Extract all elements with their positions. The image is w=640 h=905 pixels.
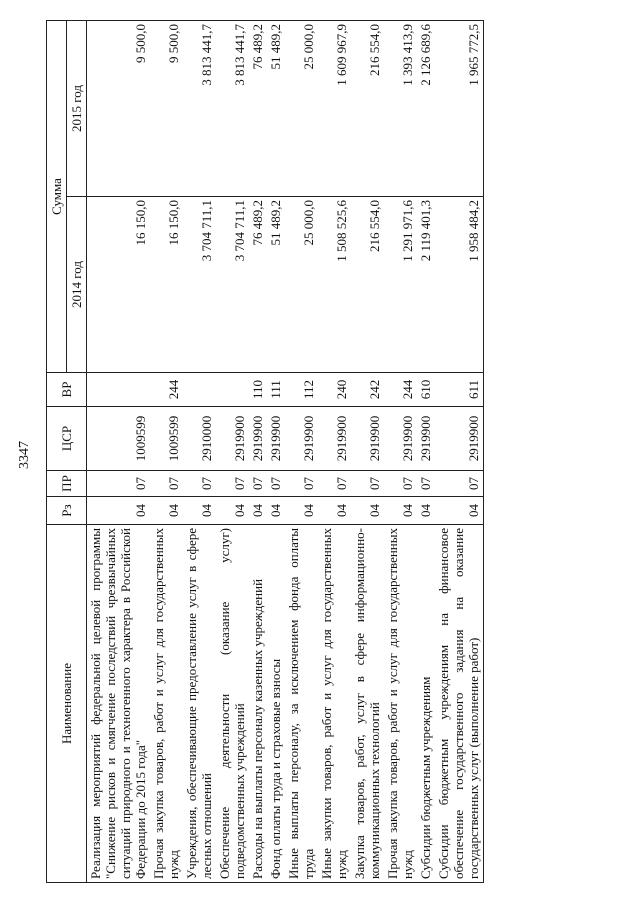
row-sum-2014: 3 704 711,1 xyxy=(216,197,249,373)
row-sum-2014: 216 554,0 xyxy=(351,197,384,373)
row-name: Прочая закупка товаров, работ и услуг для государственных нужд xyxy=(150,525,183,883)
table-body xyxy=(87,21,484,883)
row-sum-2015: 1 609 967,9 xyxy=(318,21,351,197)
row-csr: 2919900 xyxy=(249,407,267,471)
row-pr: 07 xyxy=(318,471,351,497)
row-sum-2015: 216 554,0 xyxy=(351,21,384,197)
row-pr: 07 xyxy=(384,471,417,497)
page-number: 3347 xyxy=(17,441,32,469)
table-row xyxy=(183,21,216,883)
row-name: Иные выплаты персоналу, за исключением фонда оплаты труда xyxy=(285,525,318,883)
row-sum-2015: 3 813 441,7 xyxy=(216,21,249,197)
row-vr: 611 xyxy=(435,373,484,407)
row-name: Учреждения, обеспечивающие предоставление услуг в сфере лесных отношений xyxy=(183,525,216,883)
table-row xyxy=(351,21,384,883)
row-vr: 112 xyxy=(285,373,318,407)
row-pr: 07 xyxy=(351,471,384,497)
header-year-2015: 2015 год xyxy=(67,21,87,197)
table-row xyxy=(150,21,183,883)
row-sum-2015: 3 813 441,7 xyxy=(183,21,216,197)
row-rz: 04 xyxy=(285,497,318,525)
row-rz: 04 xyxy=(267,497,285,525)
row-sum-2015: 76 489,2 xyxy=(249,21,267,197)
row-sum-2014: 1 508 525,6 xyxy=(318,197,351,373)
table-row xyxy=(87,21,151,883)
header-rz: Рз xyxy=(47,497,87,525)
row-vr: 110 xyxy=(249,373,267,407)
header-year-2014: 2014 год xyxy=(67,197,87,373)
row-rz: 04 xyxy=(318,497,351,525)
header-pr: ПР xyxy=(47,471,87,497)
row-csr: 2919900 xyxy=(435,407,484,471)
header-name: Наименование xyxy=(47,525,87,883)
row-sum-2014: 51 489,2 xyxy=(267,197,285,373)
row-sum-2015: 1 393 413,9 xyxy=(384,21,417,197)
table-row xyxy=(417,21,435,883)
row-name: Закупка товаров, работ, услуг в сфере информационно-коммуникационных технологий xyxy=(351,525,384,883)
row-sum-2015: 9 500,0 xyxy=(87,21,151,197)
row-vr xyxy=(216,373,249,407)
header-vr: ВР xyxy=(47,373,87,407)
budget-table xyxy=(46,20,484,883)
row-sum-2015: 9 500,0 xyxy=(150,21,183,197)
row-rz: 04 xyxy=(183,497,216,525)
row-csr: 2919900 xyxy=(318,407,351,471)
row-vr: 240 xyxy=(318,373,351,407)
row-csr: 1009599 xyxy=(150,407,183,471)
row-rz: 04 xyxy=(384,497,417,525)
row-csr: 2919900 xyxy=(384,407,417,471)
row-rz: 04 xyxy=(435,497,484,525)
row-sum-2014: 16 150,0 xyxy=(150,197,183,373)
row-name: Субсидии бюджетным учреждениям на финансовое обеспечение государственного задания на оказание государственных услуг (выполнение работ) xyxy=(435,525,484,883)
row-rz: 04 xyxy=(417,497,435,525)
table-row xyxy=(285,21,318,883)
table-row xyxy=(216,21,249,883)
row-rz: 04 xyxy=(150,497,183,525)
row-csr: 2919900 xyxy=(267,407,285,471)
row-sum-2014: 3 704 711,1 xyxy=(183,197,216,373)
row-name: Реализация мероприятий федеральной целевой программы "Снижение рисков и смягчение последствий чрезвычайных ситуаций природного и техногенного характера в Российской Федерации до 2015 года" xyxy=(87,525,151,883)
row-pr: 07 xyxy=(285,471,318,497)
row-name: Субсидии бюджетным учреждениям xyxy=(417,525,435,883)
row-sum-2014: 16 150,0 xyxy=(87,197,151,373)
row-csr: 2919900 xyxy=(285,407,318,471)
table-row xyxy=(249,21,267,883)
row-sum-2014: 76 489,2 xyxy=(249,197,267,373)
row-csr: 2919900 xyxy=(216,407,249,471)
row-vr: 244 xyxy=(384,373,417,407)
header-sum: Сумма xyxy=(47,21,67,373)
row-name: Расходы на выплаты персоналу казенных учреждений xyxy=(249,525,267,883)
table-row xyxy=(267,21,285,883)
row-name: Фонд оплаты труда и страховые взносы xyxy=(267,525,285,883)
row-vr xyxy=(183,373,216,407)
row-rz: 04 xyxy=(216,497,249,525)
row-pr: 07 xyxy=(183,471,216,497)
row-vr: 111 xyxy=(267,373,285,407)
row-pr: 07 xyxy=(435,471,484,497)
row-pr: 07 xyxy=(267,471,285,497)
row-pr: 07 xyxy=(87,471,151,497)
row-vr: 610 xyxy=(417,373,435,407)
row-vr xyxy=(87,373,151,407)
row-pr: 07 xyxy=(216,471,249,497)
table-row xyxy=(318,21,351,883)
row-vr: 244 xyxy=(150,373,183,407)
row-pr: 07 xyxy=(249,471,267,497)
row-sum-2015: 2 126 689,6 xyxy=(417,21,435,197)
row-vr: 242 xyxy=(351,373,384,407)
row-sum-2015: 25 000,0 xyxy=(285,21,318,197)
row-sum-2014: 25 000,0 xyxy=(285,197,318,373)
row-csr: 2919900 xyxy=(351,407,384,471)
header-csr: ЦСР xyxy=(47,407,87,471)
table-row xyxy=(384,21,417,883)
row-rz: 04 xyxy=(351,497,384,525)
row-sum-2014: 1 958 484,2 xyxy=(435,197,484,373)
row-sum-2014: 2 119 401,3 xyxy=(417,197,435,373)
row-csr: 1009599 xyxy=(87,407,151,471)
row-rz: 04 xyxy=(249,497,267,525)
table-row xyxy=(435,21,484,883)
row-csr: 2910000 xyxy=(183,407,216,471)
row-name: Иные закупки товаров, работ и услуг для государственных нужд xyxy=(318,525,351,883)
row-pr: 07 xyxy=(417,471,435,497)
row-csr: 2919900 xyxy=(417,407,435,471)
row-sum-2015: 1 965 772,5 xyxy=(435,21,484,197)
row-pr: 07 xyxy=(150,471,183,497)
row-sum-2015: 51 489,2 xyxy=(267,21,285,197)
row-name: Обеспечение деятельности (оказание услуг) подведомственных учреждений xyxy=(216,525,249,883)
row-rz: 04 xyxy=(87,497,151,525)
row-sum-2014: 1 291 971,6 xyxy=(384,197,417,373)
row-name: Прочая закупка товаров, работ и услуг для государственных нужд xyxy=(384,525,417,883)
